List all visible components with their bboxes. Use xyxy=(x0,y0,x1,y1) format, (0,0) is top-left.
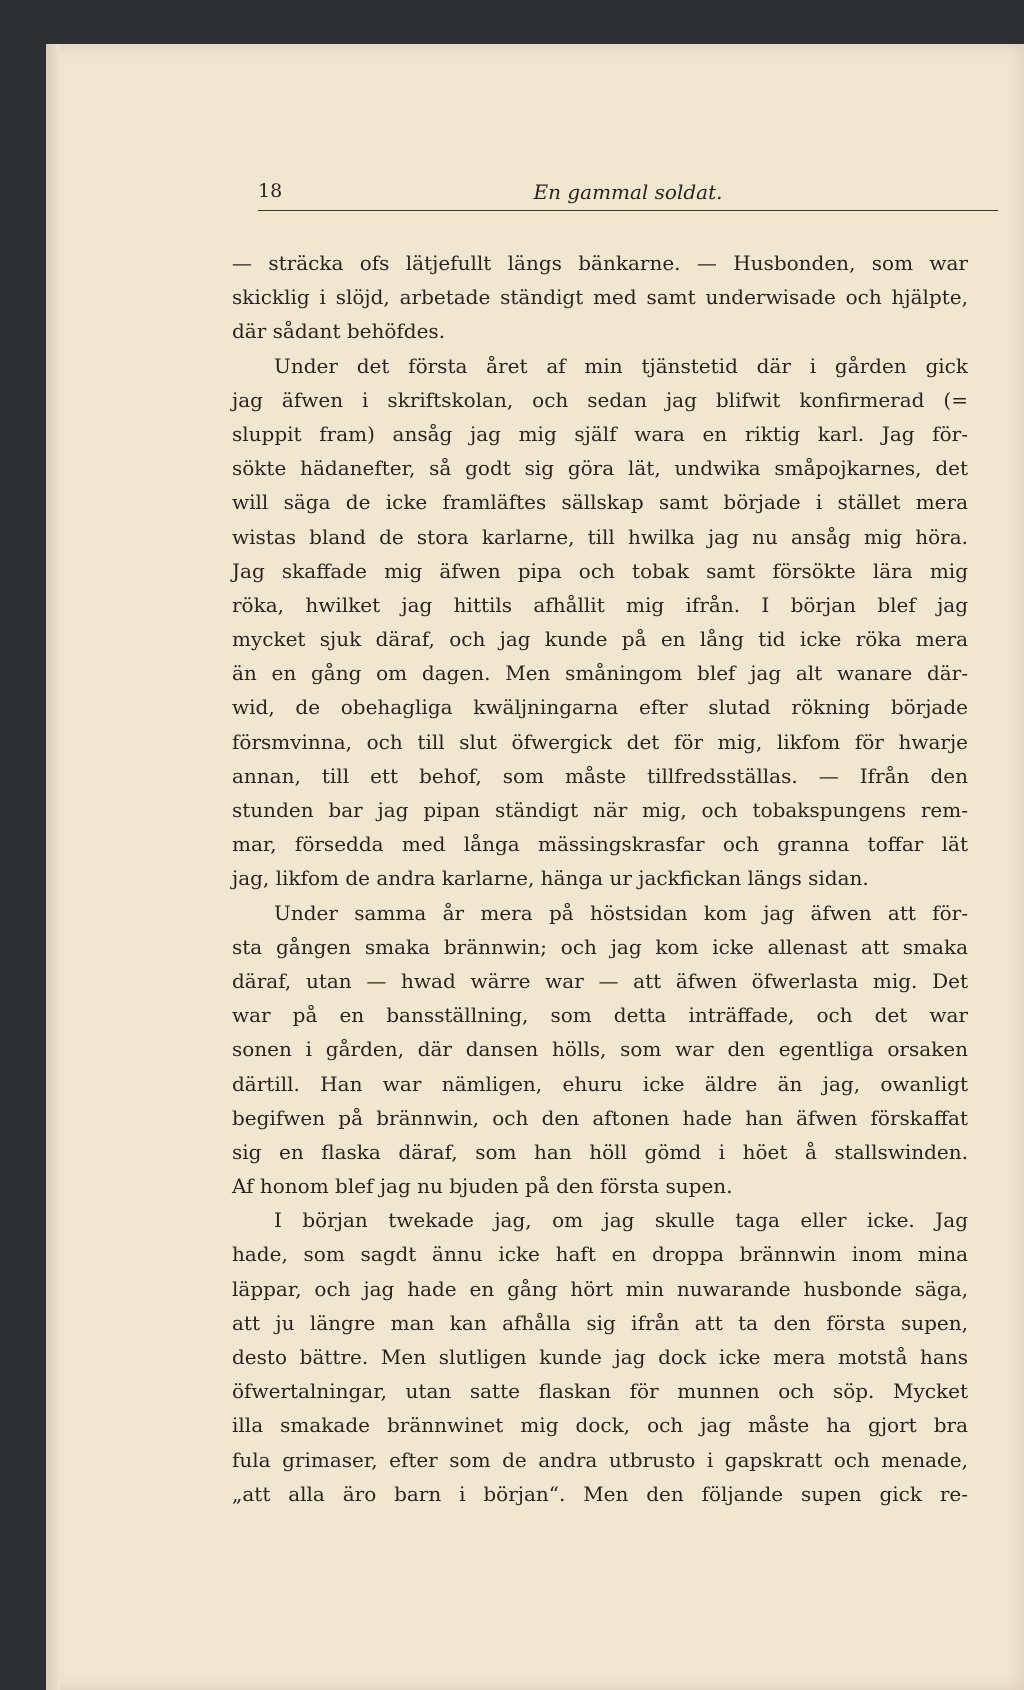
text-line: öfwertalningar, utan satte flaskan för munnen och söp. Mycket xyxy=(232,1379,968,1404)
text-line: där sådant behöfdes. xyxy=(232,319,446,344)
text-line: jag äfwen i skriftskolan, och sedan jag blifwit konfirmerad (= xyxy=(232,387,968,412)
text-line: därtill. Han war nämligen, ehuru icke äldre än jag, owanligt xyxy=(232,1071,968,1096)
text-line: desto bättre. Men slutligen kunde jag dock icke mera motstå hans xyxy=(232,1345,968,1369)
text-line: däraf, utan — hwad wärre war — att äfwen öfwerlasta mig. Det xyxy=(232,968,968,993)
text-line: försmvinna, och till slut öfwergick det för mig, likfom för hwarje xyxy=(232,729,968,754)
text-line: att ju längre man kan afhålla sig ifrån att ta den första supen, xyxy=(232,1310,968,1335)
page-edge xyxy=(46,44,60,1690)
text-line: sluppit fram) ansåg jag mig själf wara en riktig karl. Jag för- xyxy=(232,421,968,446)
page-header xyxy=(258,176,998,211)
body-text xyxy=(232,246,968,1511)
text-line: sonen i gården, där dansen hölls, som war den egentliga orsaken xyxy=(232,1037,968,1062)
text-line: stunden bar jag pipan ständigt när mig, och tobakspungens rem- xyxy=(232,798,968,822)
text-line: begifwen på brännwin, och den aftonen hade han äfwen förskaffat xyxy=(232,1105,968,1130)
text-line: Jag skaffade mig äfwen pipa och tobak samt försökte lära mig xyxy=(232,558,968,583)
text-line: wistas bland de stora karlarne, till hwilka jag nu ansåg mig höra. xyxy=(232,524,968,549)
text-line: sökte hädanefter, så godt sig göra lät, undwika småpojkarnes, det xyxy=(232,456,968,481)
text-line: sta gången smaka brännwin; och jag kom icke allenast att smaka xyxy=(232,934,968,959)
text-line: röka, hwilket jag hittils afhållit mig ifrån. I början blef jag xyxy=(232,592,968,617)
text-line: annan, till ett behof, som måste tillfredsställas. — Ifrån den xyxy=(232,763,968,788)
text-line: war på en bansställning, som detta inträffade, och det war xyxy=(232,1003,968,1028)
text-line: „att alla äro barn i början“. Men den följande supen gick re- xyxy=(232,1481,968,1506)
text-line: sig en flaska däraf, som han höll gömd i höet å stallswinden. xyxy=(232,1139,968,1164)
text-line: fula grimaser, efter som de andra utbrusto i gapskratt och menade, xyxy=(232,1447,968,1472)
text-line: Under det första året af min tjänstetid där i gården gick xyxy=(274,353,968,378)
text-line: mycket sjuk däraf, och jag kunde på en lång tid icke röka mera xyxy=(232,627,968,652)
text-line: jag, likfom de andra karlarne, hänga ur jackfickan längs sidan. xyxy=(232,866,869,891)
text-line: läppar, och jag hade en gång hört min nuwarande husbonde säga, xyxy=(232,1276,968,1301)
text-line: mar, försedda med långa mässingskrasfar och granna toffar lät xyxy=(232,832,968,857)
text-line: — sträcka ofs lätjefullt längs bänkarne. — Husbonden, som war xyxy=(232,251,968,275)
page-number: 18 xyxy=(258,180,283,202)
text-line: Af honom blef jag nu bjuden på den första supen. xyxy=(232,1174,733,1199)
text-line: hade, som sagdt ännu icke haft en droppa brännwin inom mina xyxy=(232,1242,968,1267)
text-line: I början twekade jag, om jag skulle taga eller icke. Jag xyxy=(274,1208,968,1233)
text-line: wid, de obehagliga kwäljningarna efter slutad rökning började xyxy=(232,695,968,720)
text-line: skicklig i slöjd, arbetade ständigt med samt underwisade och hjälpte, xyxy=(232,285,968,310)
text-line: illa smakade brännwinet mig dock, och jag måste ha gjort bra xyxy=(232,1413,968,1438)
text-line: Under samma år mera på höstsidan kom jag äfwen att för- xyxy=(274,900,968,925)
text-line: än en gång om dagen. Men småningom blef jag alt wanare där- xyxy=(232,661,968,686)
running-title: En gammal soldat. xyxy=(533,180,723,204)
text-line: will säga de icke framläftes sällskap samt började i stället mera xyxy=(232,490,968,515)
